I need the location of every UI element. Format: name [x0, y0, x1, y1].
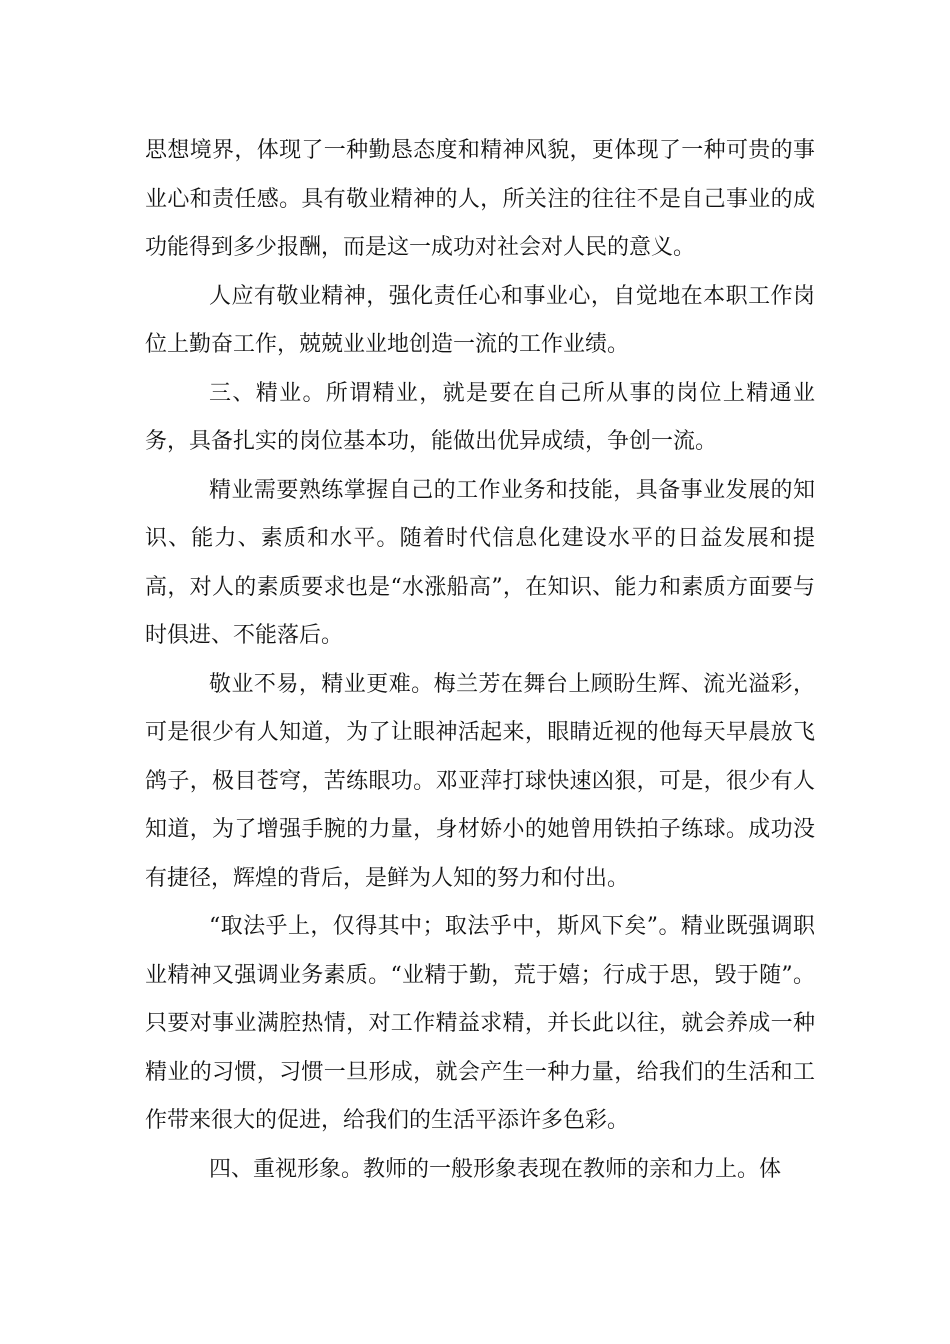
paragraph-4: 精业需要熟练掌握自己的工作业务和技能，具备事业发展的知识、能力、素质和水平。随着时代信息化建设水平的日益发展和提高，对人的素质要求也是“水涨船高”，在知识、能力和素质方面要与时俱进、不能落后。: [145, 477, 815, 648]
body-text: [145, 127, 815, 1194]
paragraph-3: 三、精业。所谓精业，就是要在自己所从事的岗位上精通业务，具备扎实的岗位基本功，能做出优异成绩，争创一流。: [145, 380, 815, 454]
paragraph-1: 思想境界，体现了一种勤恳态度和精神风貌，更体现了一种可贵的事业心和责任感。具有敬业精神的人，所关注的往往不是自己事业的成功能得到多少报酬，而是这一成功对社会对人民的意义。: [145, 138, 815, 260]
paragraph-6: “取法乎上，仅得其中；取法乎中，斯风下矣”。精业既强调职业精神又强调业务素质。“业精于勤，荒于嬉；行成于思，毁于随”。只要对事业满腔热情，对工作精益求精，并长此以往，就会养成一种精业的习惯，习惯一旦形成，就会产生一种力量，给我们的生活和工作带来很大的促进，给我们的生活平添许多色彩。: [145, 914, 815, 1133]
paragraph-2: 人应有敬业精神，强化责任心和事业心，自觉地在本职工作岗位上勤奋工作，兢兢业业地创造一流的工作业绩。: [145, 283, 815, 357]
paragraph-5: 敬业不易，精业更难。梅兰芳在舞台上顾盼生辉、流光溢彩，可是很少有人知道，为了让眼神活起来，眼睛近视的他每天早晨放飞鸽子，极目苍穹，苦练眼功。邓亚萍打球快速凶狠，可是，很少有人知道，为了增强手腕的力量，身材娇小的她曾用铁拍子练球。成功没有捷径，辉煌的背后，是鲜为人知的努力和付出。: [145, 671, 815, 891]
paragraph-7: 四、重视形象。教师的一般形象表现在教师的亲和力上。体: [209, 1156, 782, 1182]
